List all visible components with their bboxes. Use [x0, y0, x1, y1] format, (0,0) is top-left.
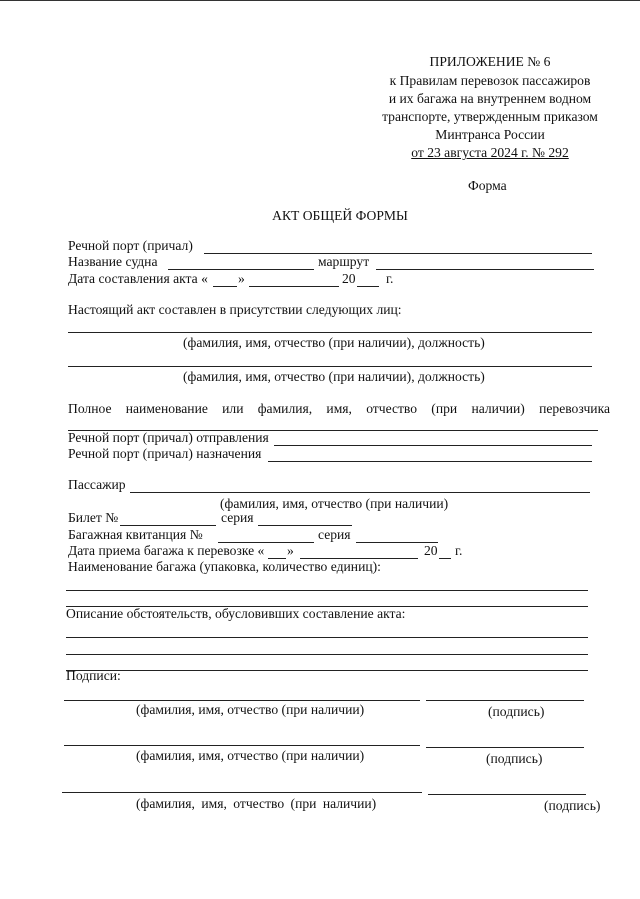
appendix-date: от 23 августа 2024 г. № 292 — [411, 145, 569, 160]
act-date-mid: » — [238, 271, 245, 286]
passenger-caption: (фамилия, имя, отчество (при наличии) — [220, 496, 449, 511]
signer-3-signature-caption: (подпись) — [544, 798, 601, 813]
document-title: АКТ ОБЩЕЙ ФОРМЫ — [272, 208, 408, 223]
act-month-field[interactable] — [249, 286, 339, 287]
page-edge — [0, 0, 640, 1]
signer-2-signature-caption: (подпись) — [486, 751, 543, 766]
signer-3-signature-field[interactable] — [428, 794, 586, 795]
accept-year-suffix: г. — [455, 543, 463, 558]
circumstances-field-2[interactable] — [66, 654, 588, 655]
destination-port-field[interactable] — [268, 461, 592, 462]
signer-2-signature-field[interactable] — [426, 747, 584, 748]
circumstances-field-1[interactable] — [66, 637, 588, 638]
vessel-name-label: Название судна — [68, 254, 158, 269]
signer-2-name-field[interactable] — [64, 745, 420, 746]
baggage-name-label: Наименование багажа (упаковка, количество единиц): — [68, 559, 381, 574]
baggage-name-field-1[interactable] — [66, 590, 588, 591]
act-year-prefix: 20 — [342, 271, 356, 286]
act-date-prefix: Дата составления акта « — [68, 271, 208, 286]
route-field[interactable] — [376, 269, 594, 270]
appendix-line-3: транспорте, утвержденным приказом — [382, 109, 598, 124]
appendix-line-1: к Правилам перевозок пассажиров — [389, 73, 591, 88]
signer-3-name-caption: (фамилия, имя, отчество (при наличии) — [136, 796, 377, 811]
accept-date-mid: » — [287, 543, 294, 558]
receipt-label: Багажная квитанция № — [68, 527, 203, 542]
presence-person-2-field[interactable] — [68, 366, 592, 367]
vessel-name-field[interactable] — [168, 269, 314, 270]
signer-2-name-caption: (фамилия, имя, отчество (при наличии) — [136, 748, 365, 763]
circumstances-field-3[interactable] — [66, 670, 588, 671]
form-label: Форма — [468, 178, 507, 193]
destination-port-label: Речной порт (причал) назначения — [68, 446, 262, 461]
presence-caption-1: (фамилия, имя, отчество (при наличии), должность) — [183, 335, 485, 350]
circumstances-label: Описание обстоятельств, обусловивших составление акта: — [66, 606, 406, 621]
river-port-field[interactable] — [204, 253, 592, 254]
appendix-line-4: Минтранса России — [435, 127, 545, 142]
presence-caption-2: (фамилия, имя, отчество (при наличии), должность) — [183, 369, 485, 384]
accept-year-field[interactable] — [439, 558, 451, 559]
signer-1-signature-caption: (подпись) — [488, 704, 545, 719]
ticket-label: Билет № — [68, 510, 119, 525]
departure-port-label: Речной порт (причал) отправления — [68, 430, 269, 445]
carrier-label: Полное наименование или фамилия, имя, отчество (при наличии) перевозчика — [68, 401, 610, 416]
signer-1-signature-field[interactable] — [426, 700, 584, 701]
signer-1-name-caption: (фамилия, имя, отчество (при наличии) — [136, 702, 365, 717]
accept-date-prefix: Дата приема багажа к перевозке « — [68, 543, 265, 558]
act-year-suffix: г. — [386, 271, 394, 286]
signer-3-name-field[interactable] — [62, 792, 422, 793]
appendix-line-2: и их багажа на внутреннем водном — [388, 91, 592, 106]
signatures-label: Подписи: — [66, 668, 121, 683]
river-port-label: Речной порт (причал) — [68, 238, 193, 253]
signer-1-name-field[interactable] — [64, 700, 420, 701]
presence-person-1-field[interactable] — [68, 332, 592, 333]
accept-year-prefix: 20 — [424, 543, 438, 558]
passenger-field[interactable] — [130, 492, 590, 493]
ticket-number-field[interactable] — [120, 525, 216, 526]
presence-intro: Настоящий акт составлен в присутствии следующих лиц: — [68, 302, 402, 317]
act-year-field[interactable] — [357, 286, 379, 287]
passenger-label: Пассажир — [68, 477, 126, 492]
receipt-series-label: серия — [318, 527, 351, 542]
ticket-series-label: серия — [221, 510, 254, 525]
act-day-field[interactable] — [213, 286, 237, 287]
appendix-number: ПРИЛОЖЕНИЕ № 6 — [429, 54, 551, 69]
departure-port-field[interactable] — [274, 445, 592, 446]
route-label: маршрут — [318, 254, 370, 269]
ticket-series-field[interactable] — [258, 525, 352, 526]
